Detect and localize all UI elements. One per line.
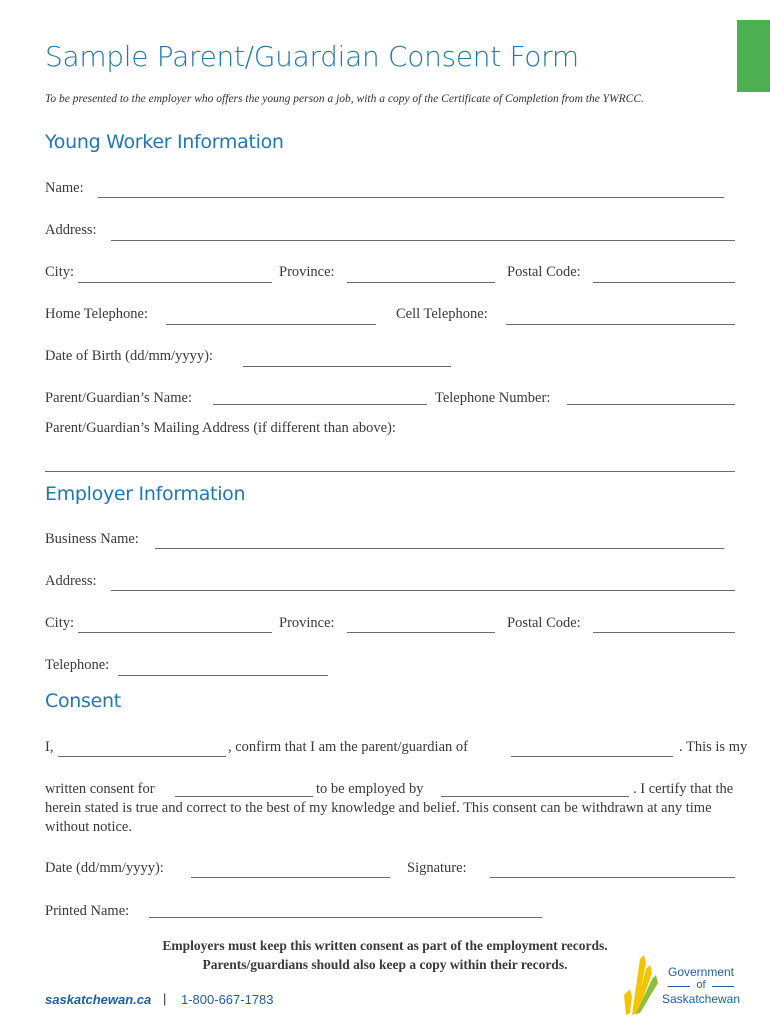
logo-saskatchewan: Saskatchewan [661,992,741,1006]
signature-label: Signature: [407,860,467,876]
name-field[interactable] [98,197,724,198]
footer-separator: | [163,991,167,1006]
consent-date-field[interactable] [191,877,390,878]
employer-city-label: City: [45,615,75,631]
written-consent-for-label: written consent for [45,781,155,797]
province-label: Province: [279,264,335,280]
consent-date-label: Date (dd/mm/yyyy): [45,860,164,876]
employer-telephone-field[interactable] [118,675,328,676]
employer-city-field[interactable] [78,632,272,633]
worker-name-field[interactable] [175,796,313,797]
to-be-employed-by-label: to be employed by [316,781,424,797]
logo-government: Government [667,965,735,979]
footer-phone: 1-800-667-1783 [181,992,274,1007]
form-subtitle: To be presented to the employer who offers the young person a job, with a copy of the Certificate of Completion from the YWRCC. [45,93,644,105]
logo-rule-right [712,986,734,987]
notice-parents: Parents/guardians should also keep a copy within their records. [202,957,568,972]
home-telephone-field[interactable] [166,324,376,325]
employer-postal-code-field[interactable] [593,632,735,633]
city-field[interactable] [78,282,272,283]
form-title: Sample Parent/Guardian Consent Form [45,40,579,73]
consent-confirm-text: , confirm that I am the parent/guardian of [228,739,468,755]
postal-code-field[interactable] [593,282,735,283]
child-name-field[interactable] [511,756,673,757]
employer-province-field[interactable] [347,632,495,633]
employer-name-field[interactable] [441,796,629,797]
name-label: Name: [45,180,84,196]
green-corner-tab [737,20,770,92]
business-name-label: Business Name: [45,531,139,547]
guardian-name-label: Parent/Guardian’s Name: [45,390,192,406]
logo-rule-left [668,986,690,987]
saskatchewan-logo [620,955,750,1017]
date-of-birth-field[interactable] [243,366,451,367]
certify-first-text: . I certify that the [633,781,734,797]
employer-address-label: Address: [45,573,97,589]
date-of-birth-label: Date of Birth (dd/mm/yyyy): [45,348,213,364]
employer-heading: Employer Information [45,483,246,505]
footer-website-link[interactable]: saskatchewan.ca [45,992,152,1007]
printed-name-field[interactable] [149,917,542,918]
home-telephone-label: Home Telephone: [45,306,149,322]
employer-address-field[interactable] [111,590,735,591]
young-worker-heading: Young Worker Information [45,131,284,153]
business-name-field[interactable] [155,548,724,549]
cell-telephone-field[interactable] [506,324,735,325]
consent-i-label: I, [45,739,54,755]
printed-name-label: Printed Name: [45,903,130,919]
consent-this-is-my: . This is my [679,739,748,755]
telephone-number-label: Telephone Number: [435,390,551,406]
parent-name-field[interactable] [58,756,226,757]
address-field[interactable] [111,240,735,241]
guardian-address-field[interactable] [45,471,735,472]
employer-province-label: Province: [279,615,335,631]
signature-field[interactable] [490,877,735,878]
telephone-number-field[interactable] [567,404,735,405]
logo-of: of [696,979,706,991]
postal-code-label: Postal Code: [507,264,581,280]
province-field[interactable] [347,282,495,283]
notice-employers: Employers must keep this written consent as part of the employment records. [162,938,608,953]
guardian-name-field[interactable] [213,404,427,405]
cell-telephone-label: Cell Telephone: [396,306,488,322]
employer-postal-code-label: Postal Code: [507,615,581,631]
address-label: Address: [45,222,97,238]
guardian-address-label: Parent/Guardian’s Mailing Address (if different than above): [45,420,396,436]
city-label: City: [45,264,75,280]
wheat-sheaf-icon [622,955,666,1017]
employer-telephone-label: Telephone: [45,657,110,673]
consent-heading: Consent [45,690,121,712]
certify-rest-text: herein stated is true and correct to the best of my knowledge and belief. This consent can be withdrawn at any time without notice. [45,800,712,835]
